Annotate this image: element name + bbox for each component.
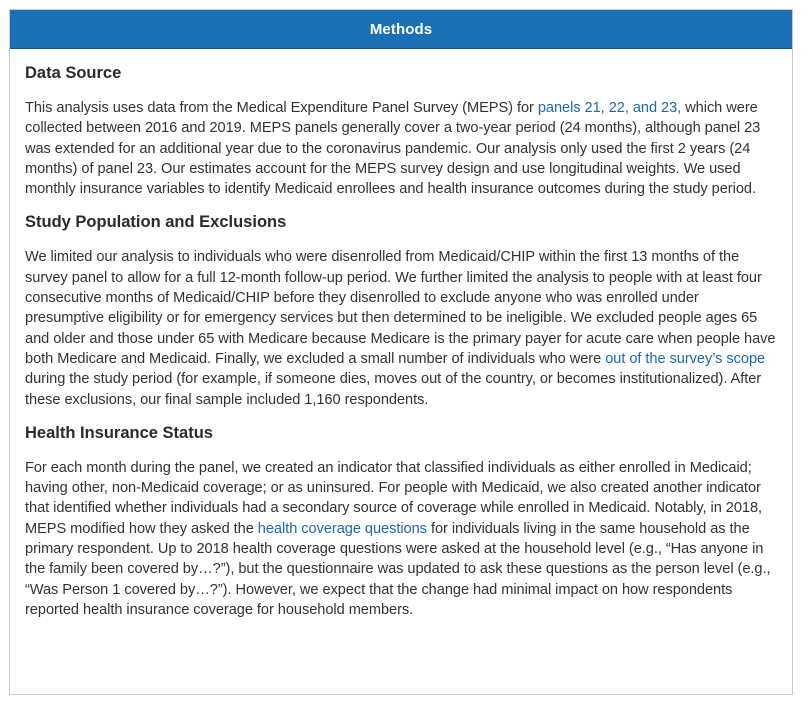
panel-body: [10, 49, 792, 620]
health-coverage-questions-link[interactable]: health coverage questions: [257, 520, 427, 537]
text-segment: during the study period (for example, if someone dies, moves out of the country, or becomes institutionalized). After these exclusions, our final sample included 1,160 respondents.: [25, 371, 762, 408]
text-segment: For each month during the panel, we created an indicator that classified individuals as either enrolled in Medicaid; having other, non-Medicaid coverage; or as uninsured. For people with Medicaid, we also created another indicator that identified whether individuals had a secondary source of coverage while enrolled in Medicaid. Notably, in 2018, MEPS modified how they asked the: [25, 459, 763, 537]
panel-header: [10, 10, 792, 49]
survey-scope-link[interactable]: out of the survey’s scope: [605, 350, 766, 367]
section-title-health-insurance-status: Health Insurance Status: [25, 423, 213, 442]
section-text-study-population: [25, 247, 776, 409]
section-study-population: [25, 212, 776, 409]
section-title-data-source: Data Source: [25, 64, 122, 82]
section-text-data-source: [25, 98, 776, 199]
text-segment: which were collected between 2016 and 2019. MEPS panels generally cover a two-year period (24 months), although panel 23 was extended for an additional year due to the coronavirus pandemic. Our analysis only used the first 2 years (24 months) of panel 23. Our estimates account for the MEPS survey design and use longitudinal weights. We used monthly insurance variables to identify Medicaid enrollees and health insurance outcomes during the study period.: [25, 100, 761, 198]
section-health-insurance-status: [25, 423, 776, 620]
methods-panel: [9, 9, 793, 695]
panels-link[interactable]: panels 21, 22, and 23,: [537, 100, 682, 116]
text-segment: This analysis uses data from the Medical Expenditure Panel Survey (MEPS) for: [25, 100, 538, 116]
section-title-study-population: Study Population and Exclusions: [25, 213, 287, 232]
text-segment: for individuals living in the same household as the primary respondent. Up to 2018 health coverage questions were asked at the household level (e.g., “Has anyone in the family been covered by…?”), but the questionnaire was updated to ask these questions as the person level (e.g., “Was Person 1 covered by…?”). However, we expect that the change had minimal impact on how respondents reported health insurance coverage for household members.: [25, 520, 771, 618]
panel-title: Methods: [369, 20, 433, 38]
section-text-health-insurance-status: [25, 458, 776, 620]
section-data-source: [25, 63, 776, 199]
text-segment: We limited our analysis to individuals who were disenrolled from Medicaid/CHIP within the first 13 months of the survey panel to allow for a full 12-month follow-up period. We further limited the analysis to people with at least four consecutive months of Medicaid/CHIP before they disenrolled to exclude anyone who was enrolled under presumptive eligibility or for emergency services but then determined to be ineligible. We excluded people ages 65 and older and those under 65 with Medicare because Medicare is the primary payer for acute care when people have both Medicare and Medicaid. Finally, we excluded a small number of individuals who were: [25, 249, 776, 367]
